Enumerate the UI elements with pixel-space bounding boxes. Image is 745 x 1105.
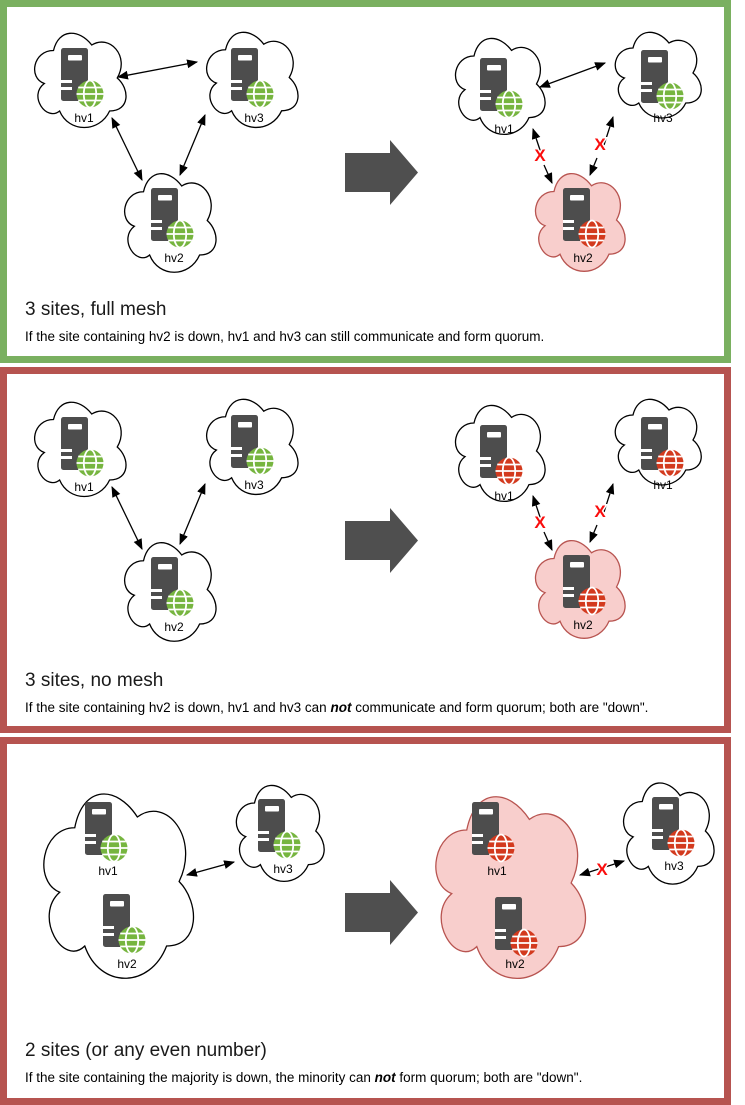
panel-3-sites-full-mesh: [0, 0, 731, 363]
x-mark: X: [596, 860, 608, 879]
caption-text: If the site containing hv2 is down, hv1 and hv3 can: [25, 700, 331, 715]
transition-arrow-icon: [345, 140, 418, 205]
cloud-label: hv1: [98, 864, 118, 878]
cloud-majority-site: [44, 794, 194, 978]
link-hv1-hv2: [112, 487, 142, 549]
panel-2-sites: [0, 737, 731, 1105]
caption-emphasis: not: [330, 700, 352, 715]
cloud-majority-site-down: [436, 797, 586, 979]
cloud-label: hv1: [494, 122, 514, 136]
cloud-label: hv2: [164, 620, 184, 634]
x-mark: X: [534, 513, 546, 532]
broken-link-hv1-hv2: [544, 532, 552, 550]
x-mark: X: [534, 146, 546, 165]
cloud-label: hv3: [273, 862, 293, 876]
caption-text: If the site containing hv2 is down, hv1 and hv3 can still communicate and form quorum.: [25, 329, 545, 344]
cloud-label: hv1: [74, 480, 94, 494]
cloud-label: hv1: [653, 478, 673, 492]
panel-caption: [25, 329, 544, 344]
panel-3-sites-no-mesh: [0, 367, 731, 733]
cloud-label: hv1: [487, 864, 507, 878]
caption-text: form quorum; both are "down".: [395, 1070, 583, 1085]
link-sites: [187, 862, 234, 875]
link-hv1-hv3: [118, 62, 197, 77]
cloud-label: hv2: [573, 618, 593, 632]
caption-text: If the site containing the majority is down, the minority can: [25, 1070, 375, 1085]
link-hv1-hv2: [112, 118, 142, 180]
broken-link-hv3-hv2: [590, 525, 597, 542]
panel-title: 3 sites, no mesh: [25, 670, 164, 691]
cloud-label: hv3: [664, 859, 684, 873]
panel-title: 2 sites (or any even number): [25, 1040, 267, 1061]
broken-link-hv1-hv2: [544, 165, 552, 183]
link-hv3-hv2: [180, 115, 205, 175]
broken-link-hv3-hv2: [590, 158, 597, 175]
transition-arrow-icon: [345, 508, 418, 573]
link-hv1-hv3: [540, 63, 605, 87]
panel-caption: [25, 1070, 582, 1085]
cloud-label: hv2: [573, 251, 593, 265]
caption-text: communicate and form quorum; both are "down".: [351, 700, 649, 715]
cloud-label: hv3: [244, 478, 264, 492]
cloud-label: hv3: [244, 111, 264, 125]
caption-emphasis: not: [374, 1070, 396, 1085]
link-hv3-hv2: [180, 484, 205, 544]
cloud-label: hv1: [74, 111, 94, 125]
x-mark: X: [594, 135, 606, 154]
x-mark: X: [594, 502, 606, 521]
cloud-label: hv2: [117, 957, 137, 971]
cloud-label: hv2: [505, 957, 525, 971]
panel-caption: [25, 700, 648, 715]
cloud-label: hv1: [494, 489, 514, 503]
cloud-label: hv3: [653, 111, 673, 125]
cloud-label: hv2: [164, 251, 184, 265]
transition-arrow-icon: [345, 880, 418, 945]
panel-title: 3 sites, full mesh: [25, 299, 167, 320]
